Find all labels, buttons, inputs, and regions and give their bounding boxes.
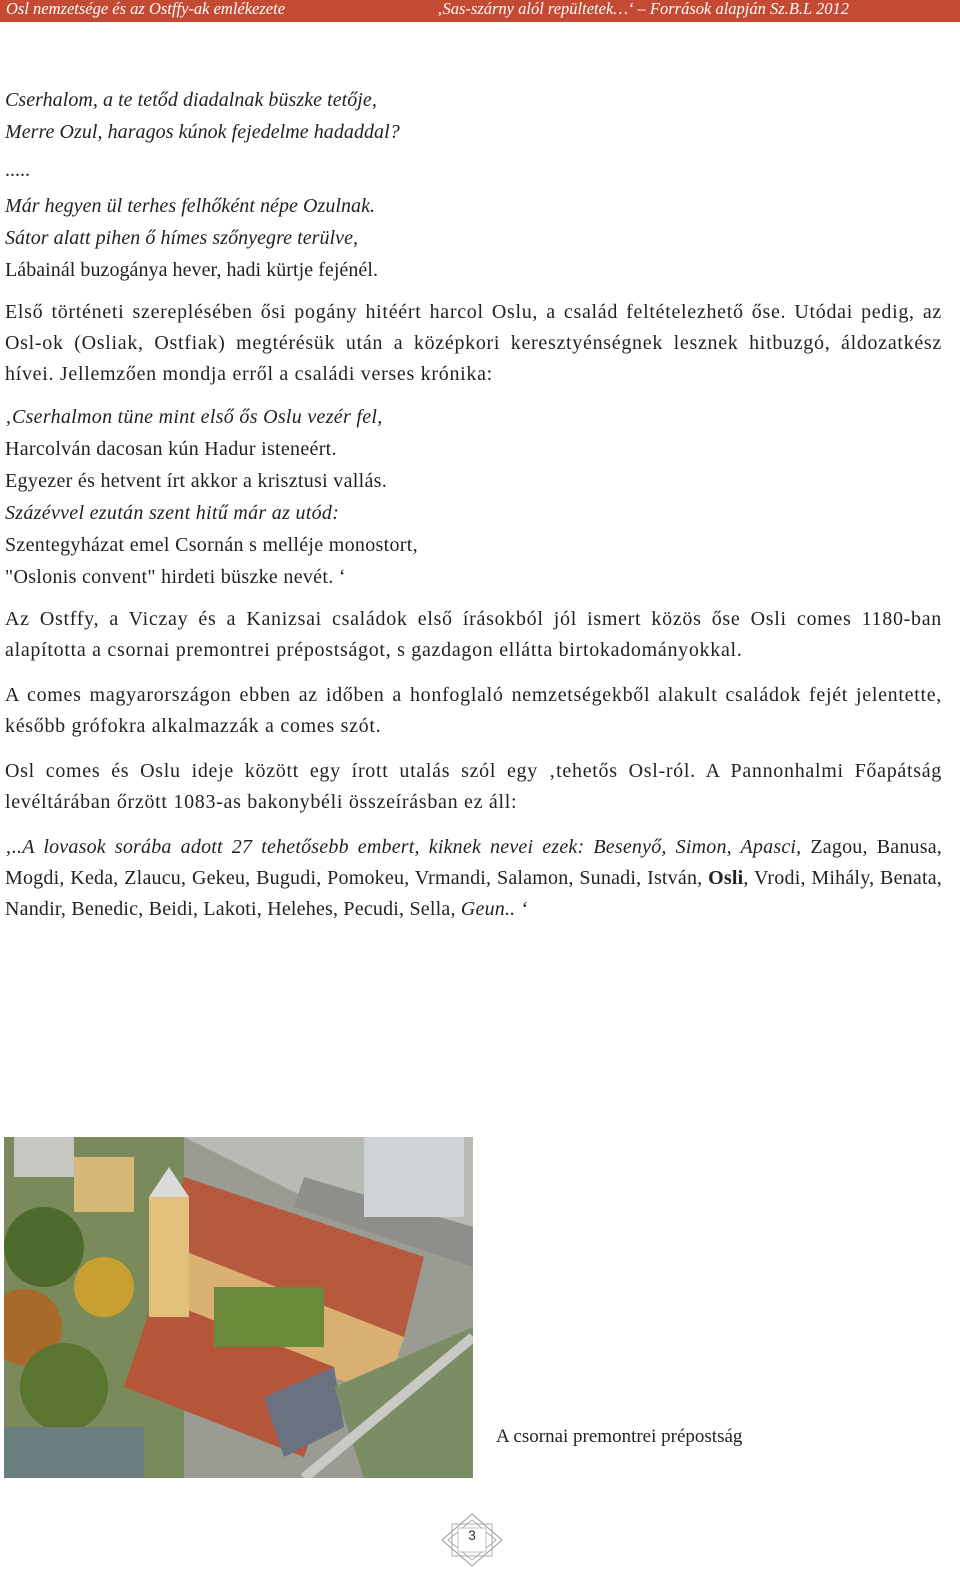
quote-names-3a: István,	[647, 867, 709, 889]
quote-italic-start: ‚..A lovasok sorába adott 27 tehetősebb embert, kiknek nevei ezek: Besenyő, Simon, Apasci,	[5, 836, 802, 858]
paragraph-osli-comes: Az Ostffy, a Viczay és a Kanizsai családok első írásokból jól ismert közös őse Osli comes 1180-ban alapította a csornai premontrei prépostságot, s gazdagon ellátta birtokadományokkal.	[5, 608, 942, 661]
poem-line: Cserhalom, a te tetőd diadalnak büszke tetője,	[5, 89, 377, 111]
poem-line: Harcolván dacosan kún Hadur isteneért.	[5, 438, 337, 460]
paragraph-first-appearance: Első történeti szereplésében ősi pogány hitéért harcol Oslu, a család feltételezhető őse. Utódai pedig, az Osl-ok (Osliak, Ostfiak) megtérésük után a középkori keresztyénségnek lesznek hitbuzgó, áldozatkész hívei. Jellemzően mondja erről a családi verses krónika:	[5, 301, 942, 385]
poem-chronicle	[5, 401, 942, 593]
page-content	[5, 84, 942, 925]
header-right-title: ‚Sas-szárny alól repültetek…‘ – Források alapján Sz.B.L 2012	[437, 0, 850, 18]
poem-line: Egyezer és hetvent írt akkor a krisztusi vallás.	[5, 470, 388, 492]
quote-name-osli: Osli	[708, 867, 744, 889]
header-left-title: Osl nemzetsége és az Ostffy-ak emlékezete	[6, 0, 286, 18]
poem-line: Sátor alatt pihen ő hímes szőnyegre terülve,	[5, 227, 359, 249]
poem-line: Szentegyházat emel Csornán s melléje monostort,	[5, 534, 418, 556]
page-number-badge	[440, 1512, 504, 1568]
quote-italic-end: Geun.. ‘	[460, 898, 528, 920]
poem-cserhalom	[5, 84, 942, 286]
poem-line: Százévvel ezután szent hitű már az utód:	[5, 502, 340, 524]
quote-horsemen-list	[5, 832, 942, 925]
running-header	[0, 0, 960, 22]
poem-line: "Oslonis convent" hirdeti büszke nevét. ‘	[5, 566, 346, 588]
poem-line: Lábainál buzogánya hever, hadi kürtje fejénél.	[5, 259, 378, 281]
paragraph-comes-meaning: A comes magyarországon ebben az időben a honfoglaló nemzetségekből alakult családok fejét jelentette, később grófokra alkalmazzák a comes szót.	[5, 684, 942, 737]
photo-caption: A csornai premontrei prépostság	[496, 1426, 743, 1447]
page-number: 3	[468, 1527, 476, 1543]
monastery-photo-illustration	[4, 1137, 473, 1478]
quote-names-2: Zagou, Banusa, Mogdi, Keda, Zlaucu, Gekeu, Bugudi, Pomokeu, Vrmandi, Salamon, Sunadi,	[5, 836, 942, 889]
paragraph-pannonhalma: Osl comes és Oslu ideje között egy írott utalás szól egy ‚tehetős Osl-ról. A Pannonhalmi Főapátság levéltárában őrzött 1083-as bakonybéli összeírásban ez áll:	[5, 760, 942, 813]
poem-line: Már hegyen ül terhes felhőként népe Ozulnak.	[5, 195, 376, 217]
ellipsis: .....	[5, 159, 30, 181]
aerial-photo-monastery	[4, 1137, 473, 1478]
quote-names-3b: , Vrodi, Mihály, Benata, Nandir, Benedic, Beidi, Lakoti, Helehes, Pecudi, Sella,	[5, 867, 942, 920]
poem-line: Merre Ozul, haragos kúnok fejedelme hadaddal?	[5, 121, 400, 143]
poem-line: ‚Cserhalmon tüne mint első ős Oslu vezér fel,	[5, 406, 383, 428]
